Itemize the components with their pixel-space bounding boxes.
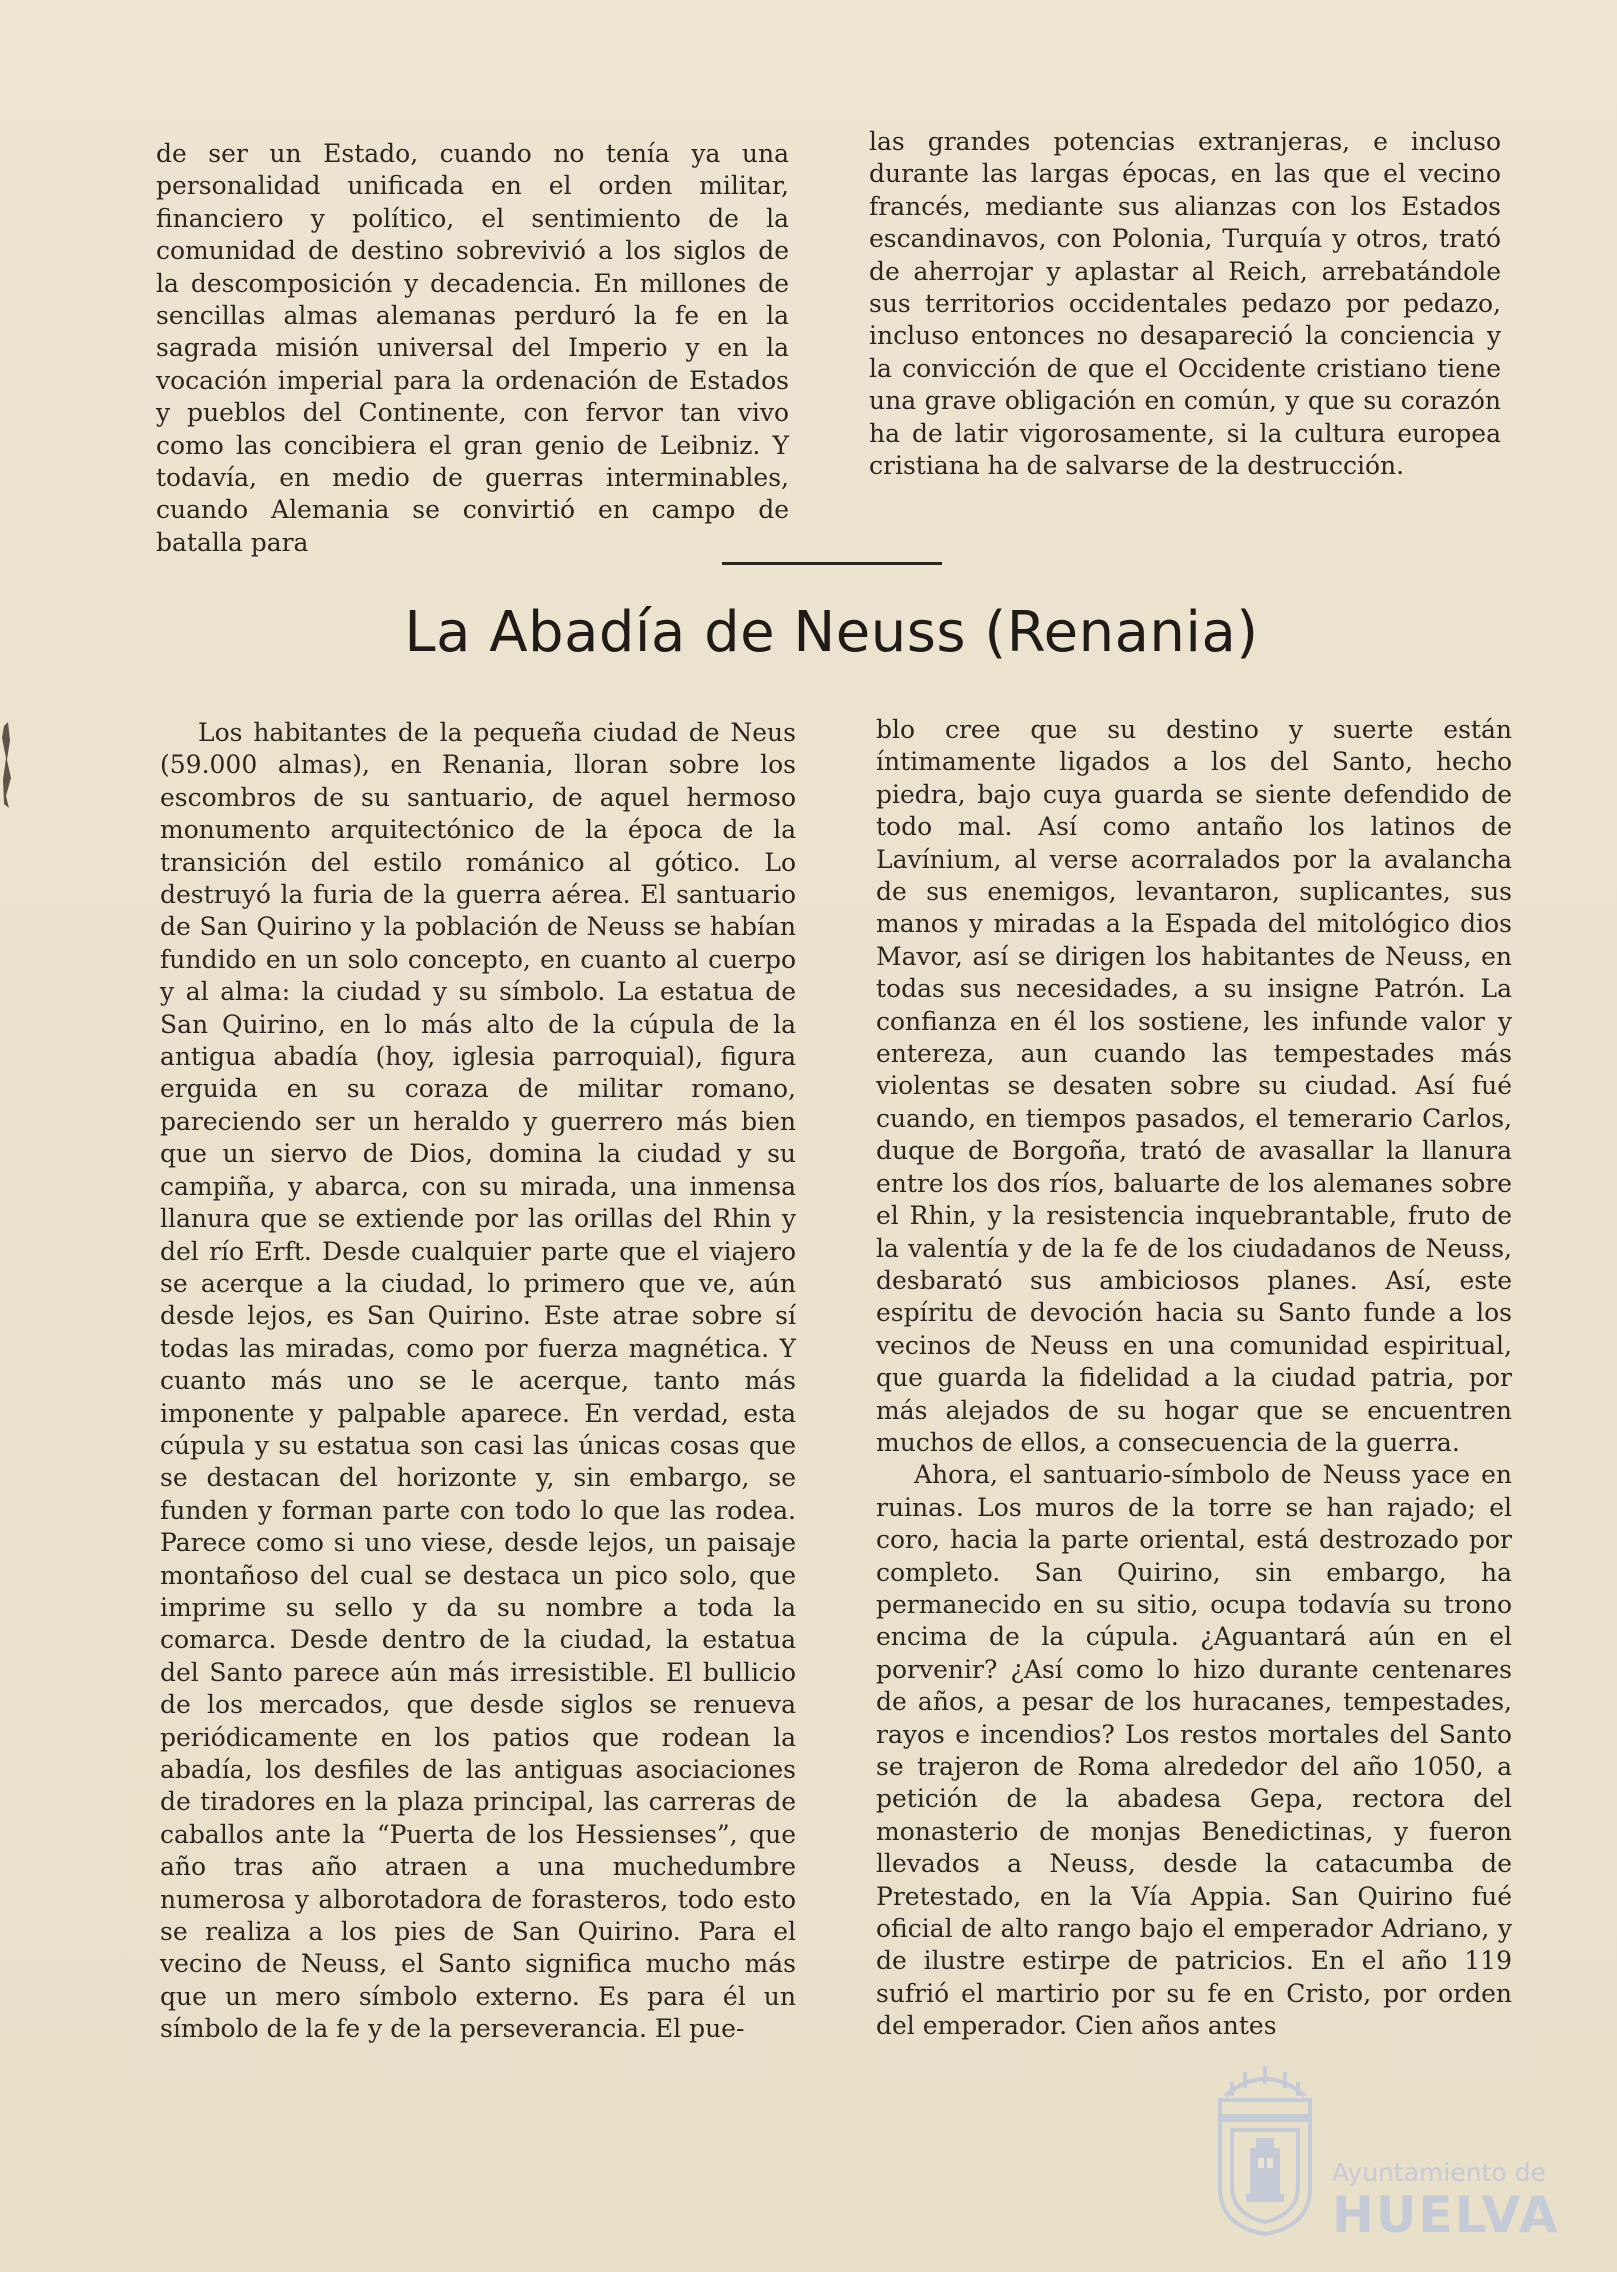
watermark — [1200, 2058, 1560, 2248]
continuation-right-text: las grandes potencias extranjeras, e incluso durante las largas épocas, en las que el vecino francés, mediante sus alianzas con los Estados escandinavos, con Polonia, Turquía y otros, trató de aherrojar y aplastar al Reich, arrebatándole sus territorios occidentales pedazo por pedazo, incluso entonces no desapareció la conciencia y la convicción de que el Occidente cristiano tiene una grave obligación en común, y que su corazón ha de latir vigorosamente, si la cultura europea cristiana ha de salvarse de la destrucción. — [869, 127, 1501, 481]
watermark-line-2: HUELVA — [1332, 2186, 1560, 2244]
section-divider — [722, 562, 942, 565]
continuation-right-column — [869, 126, 1501, 482]
city-coat-of-arms-icon — [1210, 2058, 1320, 2238]
continuation-left-text: de ser un Estado, cuando no tenía ya una personalidad unificada en el orden militar, financiero y político, el sentimiento de la comunidad de destino sobrevivió a los siglos de la descomposición y decadencia. En millones de sencillas almas alemanas perduró la fe en la sagrada misión universal del Imperio y en la vocación imperial para la ordenación de Estados y pueblos del Continente, con fervor tan vivo como las concibiera el gran genio de Leibniz. Y todavía, en medio de guerras interminables, cuando Alemania se convirtió en campo de batalla para — [156, 139, 789, 557]
binding-stain-icon — [0, 720, 14, 810]
continuation-left-column — [156, 138, 789, 559]
article-right-column — [876, 714, 1512, 2043]
watermark-line-1: Ayuntamiento de — [1332, 2158, 1546, 2187]
article-paragraph: Ahora, el santuario-símbolo de Neuss yace en ruinas. Los muros de la torre se han rajado; el coro, hacia la parte oriental, está destrozado por completo. San Quirino, sin embargo, ha permanecido en su sitio, ocupa todavía su trono encima de la cúpula. ¿Aguantará aún en el porvenir? ¿Así como lo hizo durante centenares de años, a pesar de los huracanes, tempestades, rayos e incendios? Los restos mortales del Santo se trajeron de Roma alrededor del año 1050, a petición de la abadesa Gepa, rectora del monasterio de monjas Benedictinas, y fueron llevados a Neuss, desde la catacumba de Pretestado, en la Vía Appia. San Quirino fué oficial de alto rango bajo el emperador Adriano, y de ilustre estirpe de patricios. En el año 119 sufrió el martirio por su fe en Cristo, por orden del emperador. Cien años antes — [876, 1460, 1512, 2041]
article-paragraph: Los habitantes de la pequeña ciudad de Neus (59.000 almas), en Renania, lloran sobre los escombros de su santuario, de aquel hermoso monumento arquitectónico de la época de la transición del estilo románico al gótico. Lo destruyó la furia de la guerra aérea. El santuario de San Quirino y la población de Neuss se habían fundido en un solo concepto, en cuanto al cuerpo y al alma: la ciudad y su símbolo. La estatua de San Quirino, en lo más alto de la cúpula de la antigua abadía (hoy, iglesia parroquial), figura erguida en su coraza de militar romano, pareciendo ser un heraldo y guerrero más bien que un siervo de Dios, domina la ciudad y su campiña, y abarca, con su mirada, una inmensa llanura que se extiende por las orillas del Rhin y del río Erft. Desde cualquier parte que el viajero se acerque a la ciudad, lo primero que ve, aún desde lejos, es San Quirino. Este atrae sobre sí todas las miradas, como por fuerza magnética. Y cuanto más uno se le acerque, tanto más imponente y palpable aparece. En verdad, esta cúpula y su estatua son casi las únicas cosas que se destacan del horizonte y, sin embargo, se funden y forman parte con todo lo que las rodea. Parece como si uno viese, desde lejos, un paisaje montañoso del cual se destaca un pico solo, que imprime su sello y da su nombre a toda la comarca. Desde dentro de la ciudad, la estatua del Santo parece aún más irresistible. El bullicio de los mercados, que desde siglos se renueva periódicamente en los patios que rodean la abadía, los desfiles de las antiguas asociaciones de tiradores en la plaza principal, las carreras de caballos ante la “Puerta de los Hessienses”, que año tras año atraen a una muchedumbre numerosa y alborotadora de forasteros, todo esto se realiza a los pies de San Quirino. Para el vecino de Neuss, el Santo significa mucho más que un mero símbolo externo. Es para él un símbolo de la fe y de la perseverancia. El pue- — [160, 718, 796, 2044]
article-paragraph: blo cree que su destino y suerte están íntimamente ligados a los del Santo, hecho piedra, bajo cuya guarda se siente defendido de todo mal. Así como antaño los latinos de Lavínium, al verse acorralados por la avalancha de sus enemigos, levantaron, suplicantes, sus manos y miradas a la Espada del mitológico dios Mavor, así se dirigen los habitantes de Neuss, en todas sus necesidades, a su insigne Patrón. La confianza en él los sostiene, les infunde valor y entereza, aun cuando las tempestades más violentas se desaten sobre su ciudad. Así fué cuando, en tiempos pasados, el temerario Carlos, duque de Borgoña, trató de avasallar la llanura entre los dos ríos, baluarte de los alemanes sobre el Rhin, y la resistencia inquebrantable, fruto de la valentía y de la fe de los ciudadanos de Neuss, desbarató sus ambiciosos planes. Así, este espíritu de devoción hacia su Santo funde a los vecinos de Neuss en una comunidad espiritual, que guarda la fidelidad a la ciudad patria, por más alejados de su hogar que se encuentren muchos de ellos, a consecuencia de la guerra. — [876, 715, 1512, 1457]
article-title: La Abadía de Neuss (Renania) — [404, 600, 1259, 665]
article-left-column — [160, 717, 796, 2046]
